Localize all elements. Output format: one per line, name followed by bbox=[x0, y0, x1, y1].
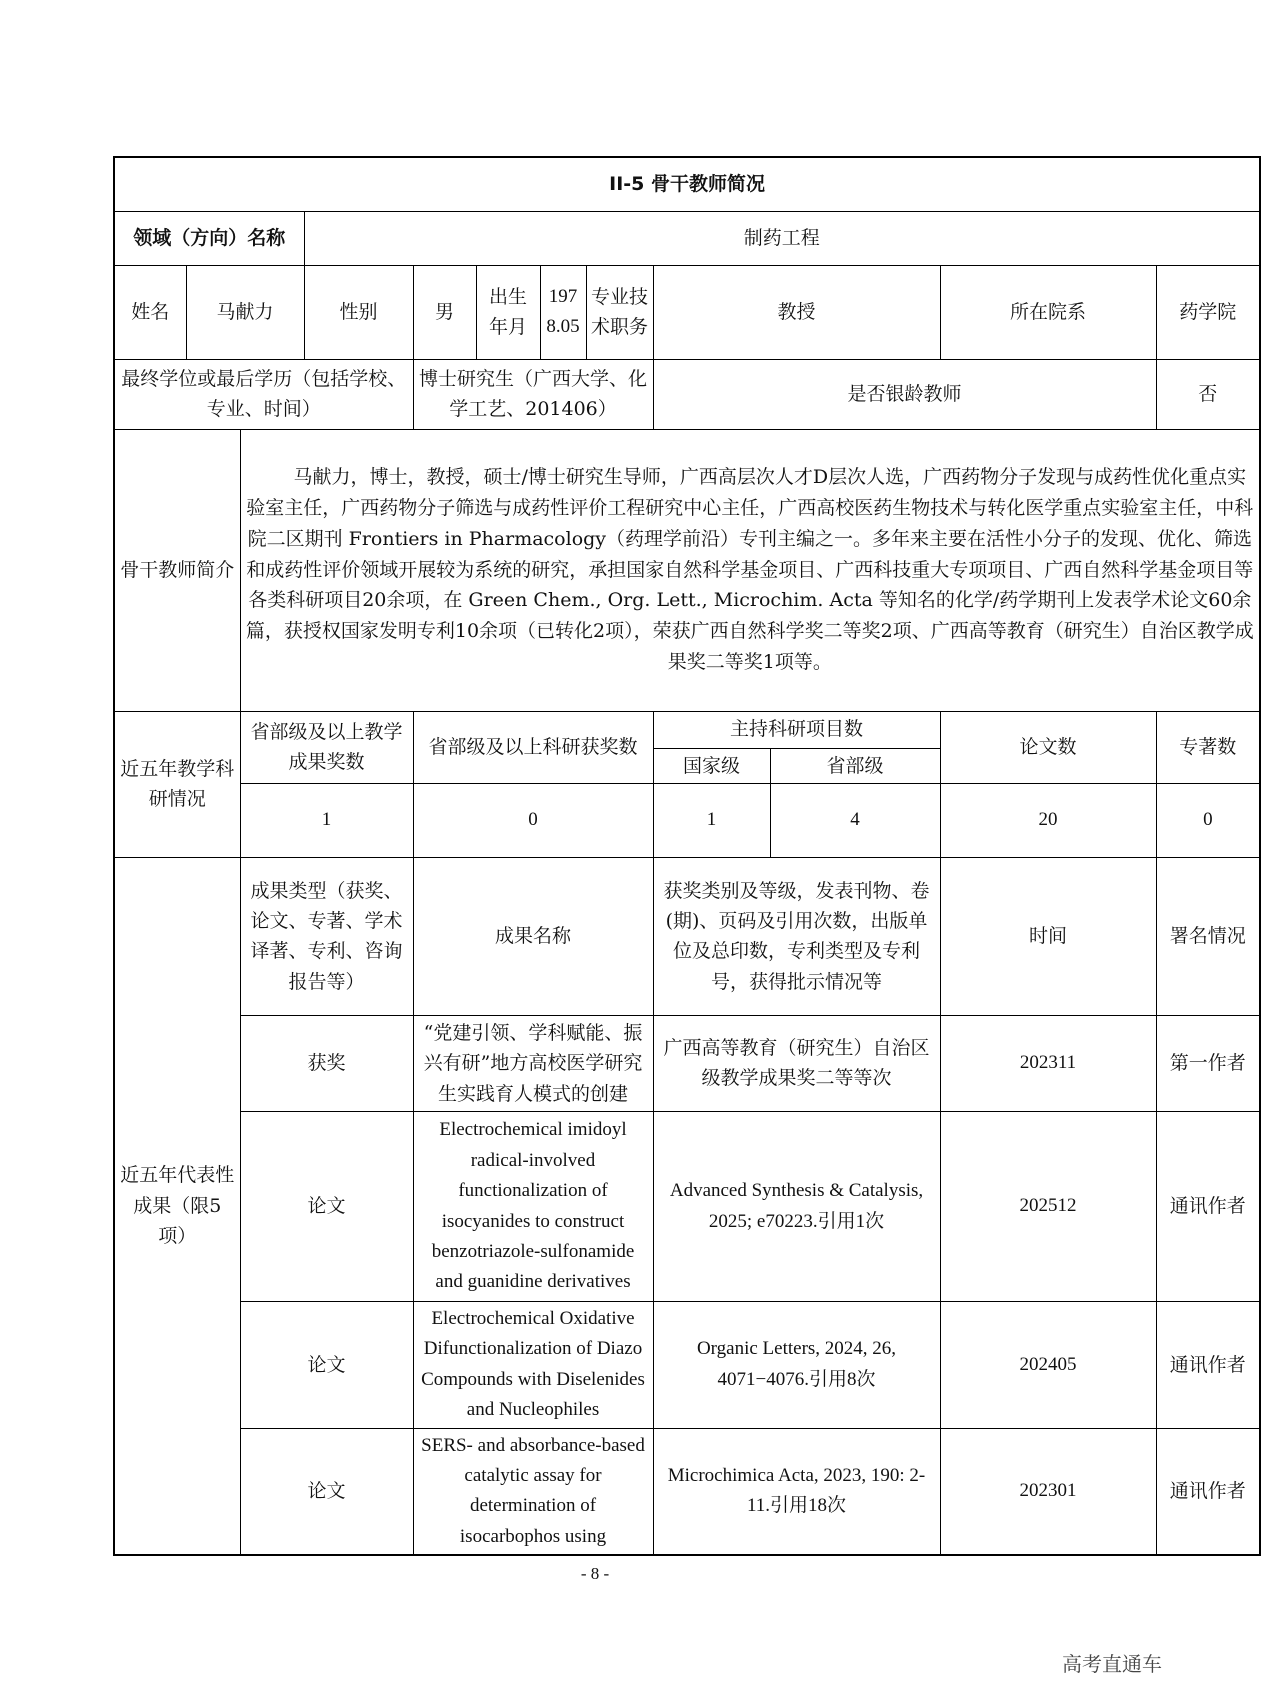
section-title: II-5 骨干教师简况 bbox=[114, 157, 1260, 211]
row-role: 第一作者 bbox=[1156, 1015, 1260, 1111]
row-detail: Advanced Synthesis & Catalysis, 2025; e70223.引用1次 bbox=[653, 1112, 940, 1302]
row-type: 论文 bbox=[240, 1302, 413, 1429]
intro-body: 马献力，博士，教授，硕士/博士研究生导师，广西高层次人才D层次人选，广西药物分子发现与成药性优化重点实验室主任，广西药物分子筛选与成药性评价工程研究中心主任，广西高校医药生物技术与转化医学重点实验室主任，中科院二区期刊 Frontiers in Pharmacology（药理学前沿）专刊主编之一。多年来主要在活性小分子的发现、优化、筛选和成药性评价领域开展较为系统的研究，承担国家自然科学基金项目、广西科技重大专项项目、广西自然科学基金项目等各类科研项目20余项，在 Green Chem., Org. Lett., Microchim. Acta 等知名的化学/药学期刊上发表学术论文60余篇，获授权国家发明专利10余项（已转化2项），荣获广西自然科学奖二等奖2项、广西高等教育（研究生）自治区教学成果奖二等奖1项等。 bbox=[245, 466, 1254, 673]
row-name: Electrochemical Oxidative Difunctionalization of Diazo Compounds with Diselenides and Nucleophiles bbox=[413, 1302, 653, 1429]
name-label: 姓名 bbox=[114, 265, 186, 359]
row-role: 通讯作者 bbox=[1156, 1302, 1260, 1429]
table-row bbox=[114, 1015, 1260, 1111]
row-time: 202301 bbox=[940, 1428, 1156, 1555]
field-label: 领域（方向）名称 bbox=[114, 211, 304, 265]
senior-label: 是否银龄教师 bbox=[653, 359, 1156, 429]
row-name: “党建引领、学科赋能、振兴有研”地方高校医学研究生实践育人模式的创建 bbox=[413, 1015, 653, 1111]
education-label: 最终学位或最后学历（包括学校、专业、时间） bbox=[114, 359, 413, 429]
row-name: Electrochemical imidoyl radical-involved functionalization of isocyanides to construct benzotriazole-sulfonamide and guanidine derivatives bbox=[413, 1112, 653, 1302]
name-header: 成果名称 bbox=[413, 857, 653, 1015]
row-name: SERS- and absorbance-based catalytic assay for determination of isocarbophos using bbox=[413, 1428, 653, 1555]
papers-value: 20 bbox=[940, 783, 1156, 857]
dept-value: 药学院 bbox=[1156, 265, 1260, 359]
role-header: 署名情况 bbox=[1156, 857, 1260, 1015]
row-detail: Organic Letters, 2024, 26, 4071−4076.引用8次 bbox=[653, 1302, 940, 1429]
row-time: 202405 bbox=[940, 1302, 1156, 1429]
table-row bbox=[114, 1302, 1260, 1429]
row-time: 202512 bbox=[940, 1112, 1156, 1302]
row-type: 论文 bbox=[240, 1112, 413, 1302]
national-value: 1 bbox=[653, 783, 770, 857]
table-row bbox=[114, 1112, 1260, 1302]
row-role: 通讯作者 bbox=[1156, 1428, 1260, 1555]
name-value: 马献力 bbox=[186, 265, 304, 359]
achievements-label: 近五年代表性成果（限5项） bbox=[114, 857, 240, 1555]
teach-award-label: 省部级及以上教学成果奖数 bbox=[240, 711, 413, 783]
books-value: 0 bbox=[1156, 783, 1260, 857]
row-time: 202311 bbox=[940, 1015, 1156, 1111]
papers-label: 论文数 bbox=[940, 711, 1156, 783]
provincial-value: 4 bbox=[770, 783, 940, 857]
row-detail: 广西高等教育（研究生）自治区级教学成果奖二等等次 bbox=[653, 1015, 940, 1111]
title-value: 教授 bbox=[653, 265, 940, 359]
time-header: 时间 bbox=[940, 857, 1156, 1015]
field-value: 制药工程 bbox=[304, 211, 1260, 265]
type-header: 成果类型（获奖、论文、专著、学术译著、专利、咨询报告等） bbox=[240, 857, 413, 1015]
birth-label: 出生年月 bbox=[476, 265, 540, 359]
birth-value: 1978.05 bbox=[540, 265, 586, 359]
national-label: 国家级 bbox=[653, 748, 770, 783]
teach-award-value: 1 bbox=[240, 783, 413, 857]
gender-value: 男 bbox=[413, 265, 476, 359]
stats-label: 近五年教学科研情况 bbox=[114, 711, 240, 857]
row-role: 通讯作者 bbox=[1156, 1112, 1260, 1302]
senior-value: 否 bbox=[1156, 359, 1260, 429]
research-award-label: 省部级及以上科研获奖数 bbox=[413, 711, 653, 783]
title-label: 专业技术职务 bbox=[586, 265, 653, 359]
gender-label: 性别 bbox=[304, 265, 413, 359]
key-teacher-table bbox=[113, 156, 1261, 1556]
projects-label: 主持科研项目数 bbox=[653, 711, 940, 748]
intro-label: 骨干教师简介 bbox=[114, 429, 240, 711]
row-detail: Microchimica Acta, 2023, 190: 2-11.引用18次 bbox=[653, 1428, 940, 1555]
table-row bbox=[114, 1428, 1260, 1555]
dept-label: 所在院系 bbox=[940, 265, 1156, 359]
education-value: 博士研究生（广西大学、化学工艺、201406） bbox=[413, 359, 653, 429]
row-type: 论文 bbox=[240, 1428, 413, 1555]
page-number: - 8 - bbox=[580, 1564, 610, 1583]
provincial-label: 省部级 bbox=[770, 748, 940, 783]
books-label: 专著数 bbox=[1156, 711, 1260, 783]
intro-text bbox=[240, 429, 1260, 711]
detail-header: 获奖类别及等级，发表刊物、卷(期)、页码及引用次数，出版单位及总印数，专利类型及专利号，获得批示情况等 bbox=[653, 857, 940, 1015]
row-type: 获奖 bbox=[240, 1015, 413, 1111]
watermark-text: 高考直通车 bbox=[1062, 1652, 1162, 1676]
research-award-value: 0 bbox=[413, 783, 653, 857]
